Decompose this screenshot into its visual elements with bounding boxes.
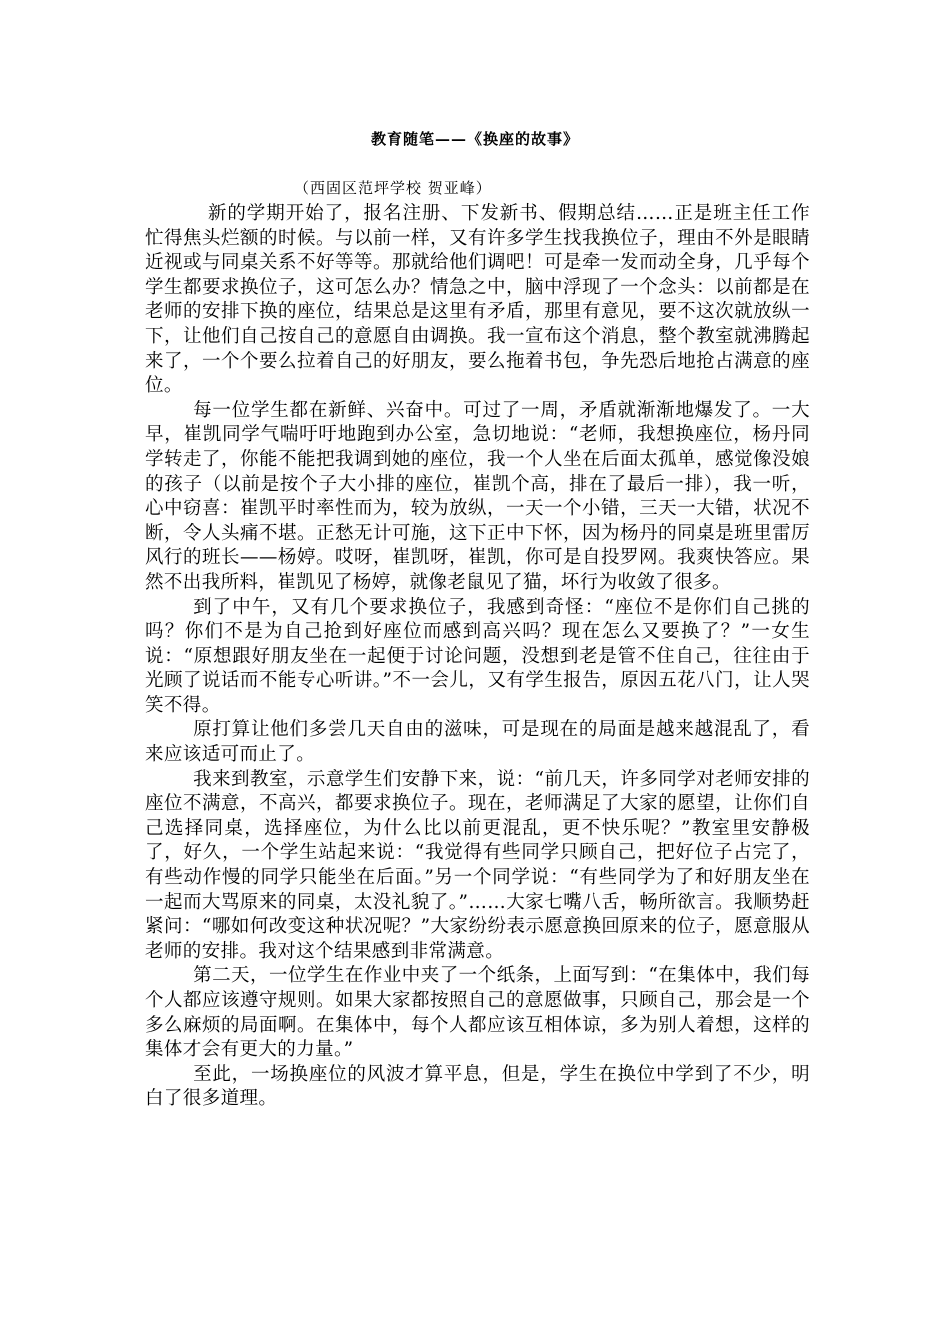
- paragraph: 每一位学生都在新鲜、兴奋中。可过了一周，矛盾就渐渐地爆发了。一大早，崔凯同学气喘吁吁地跑到办公室，急切地说：“老师，我想换座位，杨丹同学转走了，你能不能把我调到她的座位，我一个人坐在后面太孤单，感觉像没娘的孩子（以前是按个子大小排的座位，崔凯个高，排在了最后一排），我一听，心中窃喜：崔凯平时率性而为，较为放纵，一天一个小错，三天一大错，状况不断，令人头痛不堪。正愁无计可施，这下正中下怀，因为杨丹的同桌是班里雷厉风行的班长——杨婷。哎呀，崔凯呀，崔凯，你可是自投罗网。我爽快答应。果然不出我所料，崔凯见了杨婷，就像老鼠见了猫，坏行为收敛了很多。: [145, 399, 810, 593]
- page-title: 教育随笔——《换座的故事》: [370, 130, 579, 148]
- paragraph: 至此，一场换座位的风波才算平息，但是，学生在换位中学到了不少，明白了很多道理。: [145, 1063, 810, 1110]
- paragraph: 原打算让他们多尝几天自由的滋味，可是现在的局面是越来越混乱了，看来应该适可而止了。: [145, 719, 810, 766]
- paragraph: 第二天，一位学生在作业中夹了一个纸条，上面写到：“在集体中，我们每个人都应该遵守规则。如果大家都按照自己的意愿做事，只顾自己，那会是一个多么麻烦的局面啊。在集体中，每个人都应该互相体谅，多为别人着想，这样的集体才会有更大的力量。”: [145, 965, 810, 1061]
- paragraph: 我来到教室，示意学生们安静下来，说：“前几天，许多同学对老师安排的座位不满意，不高兴，都要求换位子。现在，老师满足了大家的愿望，让你们自己选择同桌，选择座位，为什么比以前更混乱，更不快乐呢？”教室里安静极了，好久，一个学生站起来说：“我觉得有些同学只顾自己，把好位子占完了，有些动作慢的同学只能坐在后面。”另一个同学说：“有些同学为了和好朋友坐在一起而大骂原来的同桌，太没礼貌了。”……大家七嘴八舌，畅所欲言。我顺势赶紧问：“哪如何改变这种状况呢？”大家纷纷表示愿意换回原来的位子，愿意服从老师的安排。我对这个结果感到非常满意。: [145, 768, 810, 962]
- paragraph: 到了中午，又有几个要求换位子，我感到奇怪：“座位不是你们自己挑的吗？你们不是为自己抢到好座位而感到高兴吗？现在怎么又要换了？”一女生说：“原想跟好朋友坐在一起便于讨论问题，没想到老是管不住自己，往往由于光顾了说话而不能专心听讲。”不一会儿，又有学生报告，原因五花八门，让人哭笑不得。: [145, 596, 810, 716]
- paragraph: 新的学期开始了，报名注册、下发新书、假期总结……正是班主任工作忙得焦头烂额的时候。与以前一样，又有许多学生找我换位子，理由不外是眼睛近视或与同桌关系不好等等。那就给他们调吧！可是牵一发而动全身，几乎每个学生都要求换位子，这可怎么办？情急之中，脑中浮现了一个念头：以前都是在老师的安排下换的座位，结果总是这里有矛盾，那里有意见，要不这次就放纵一下，让他们自己按自己的意愿自由调换。我一宣布这个消息，整个教室就沸腾起来了，一个个要么拉着自己的好朋友，要么拖着书包，争先恐后地抢占满意的座位。: [145, 203, 810, 397]
- author-byline: （西固区范坪学校 贺亚峰）: [294, 179, 492, 197]
- article-body: [145, 202, 810, 1112]
